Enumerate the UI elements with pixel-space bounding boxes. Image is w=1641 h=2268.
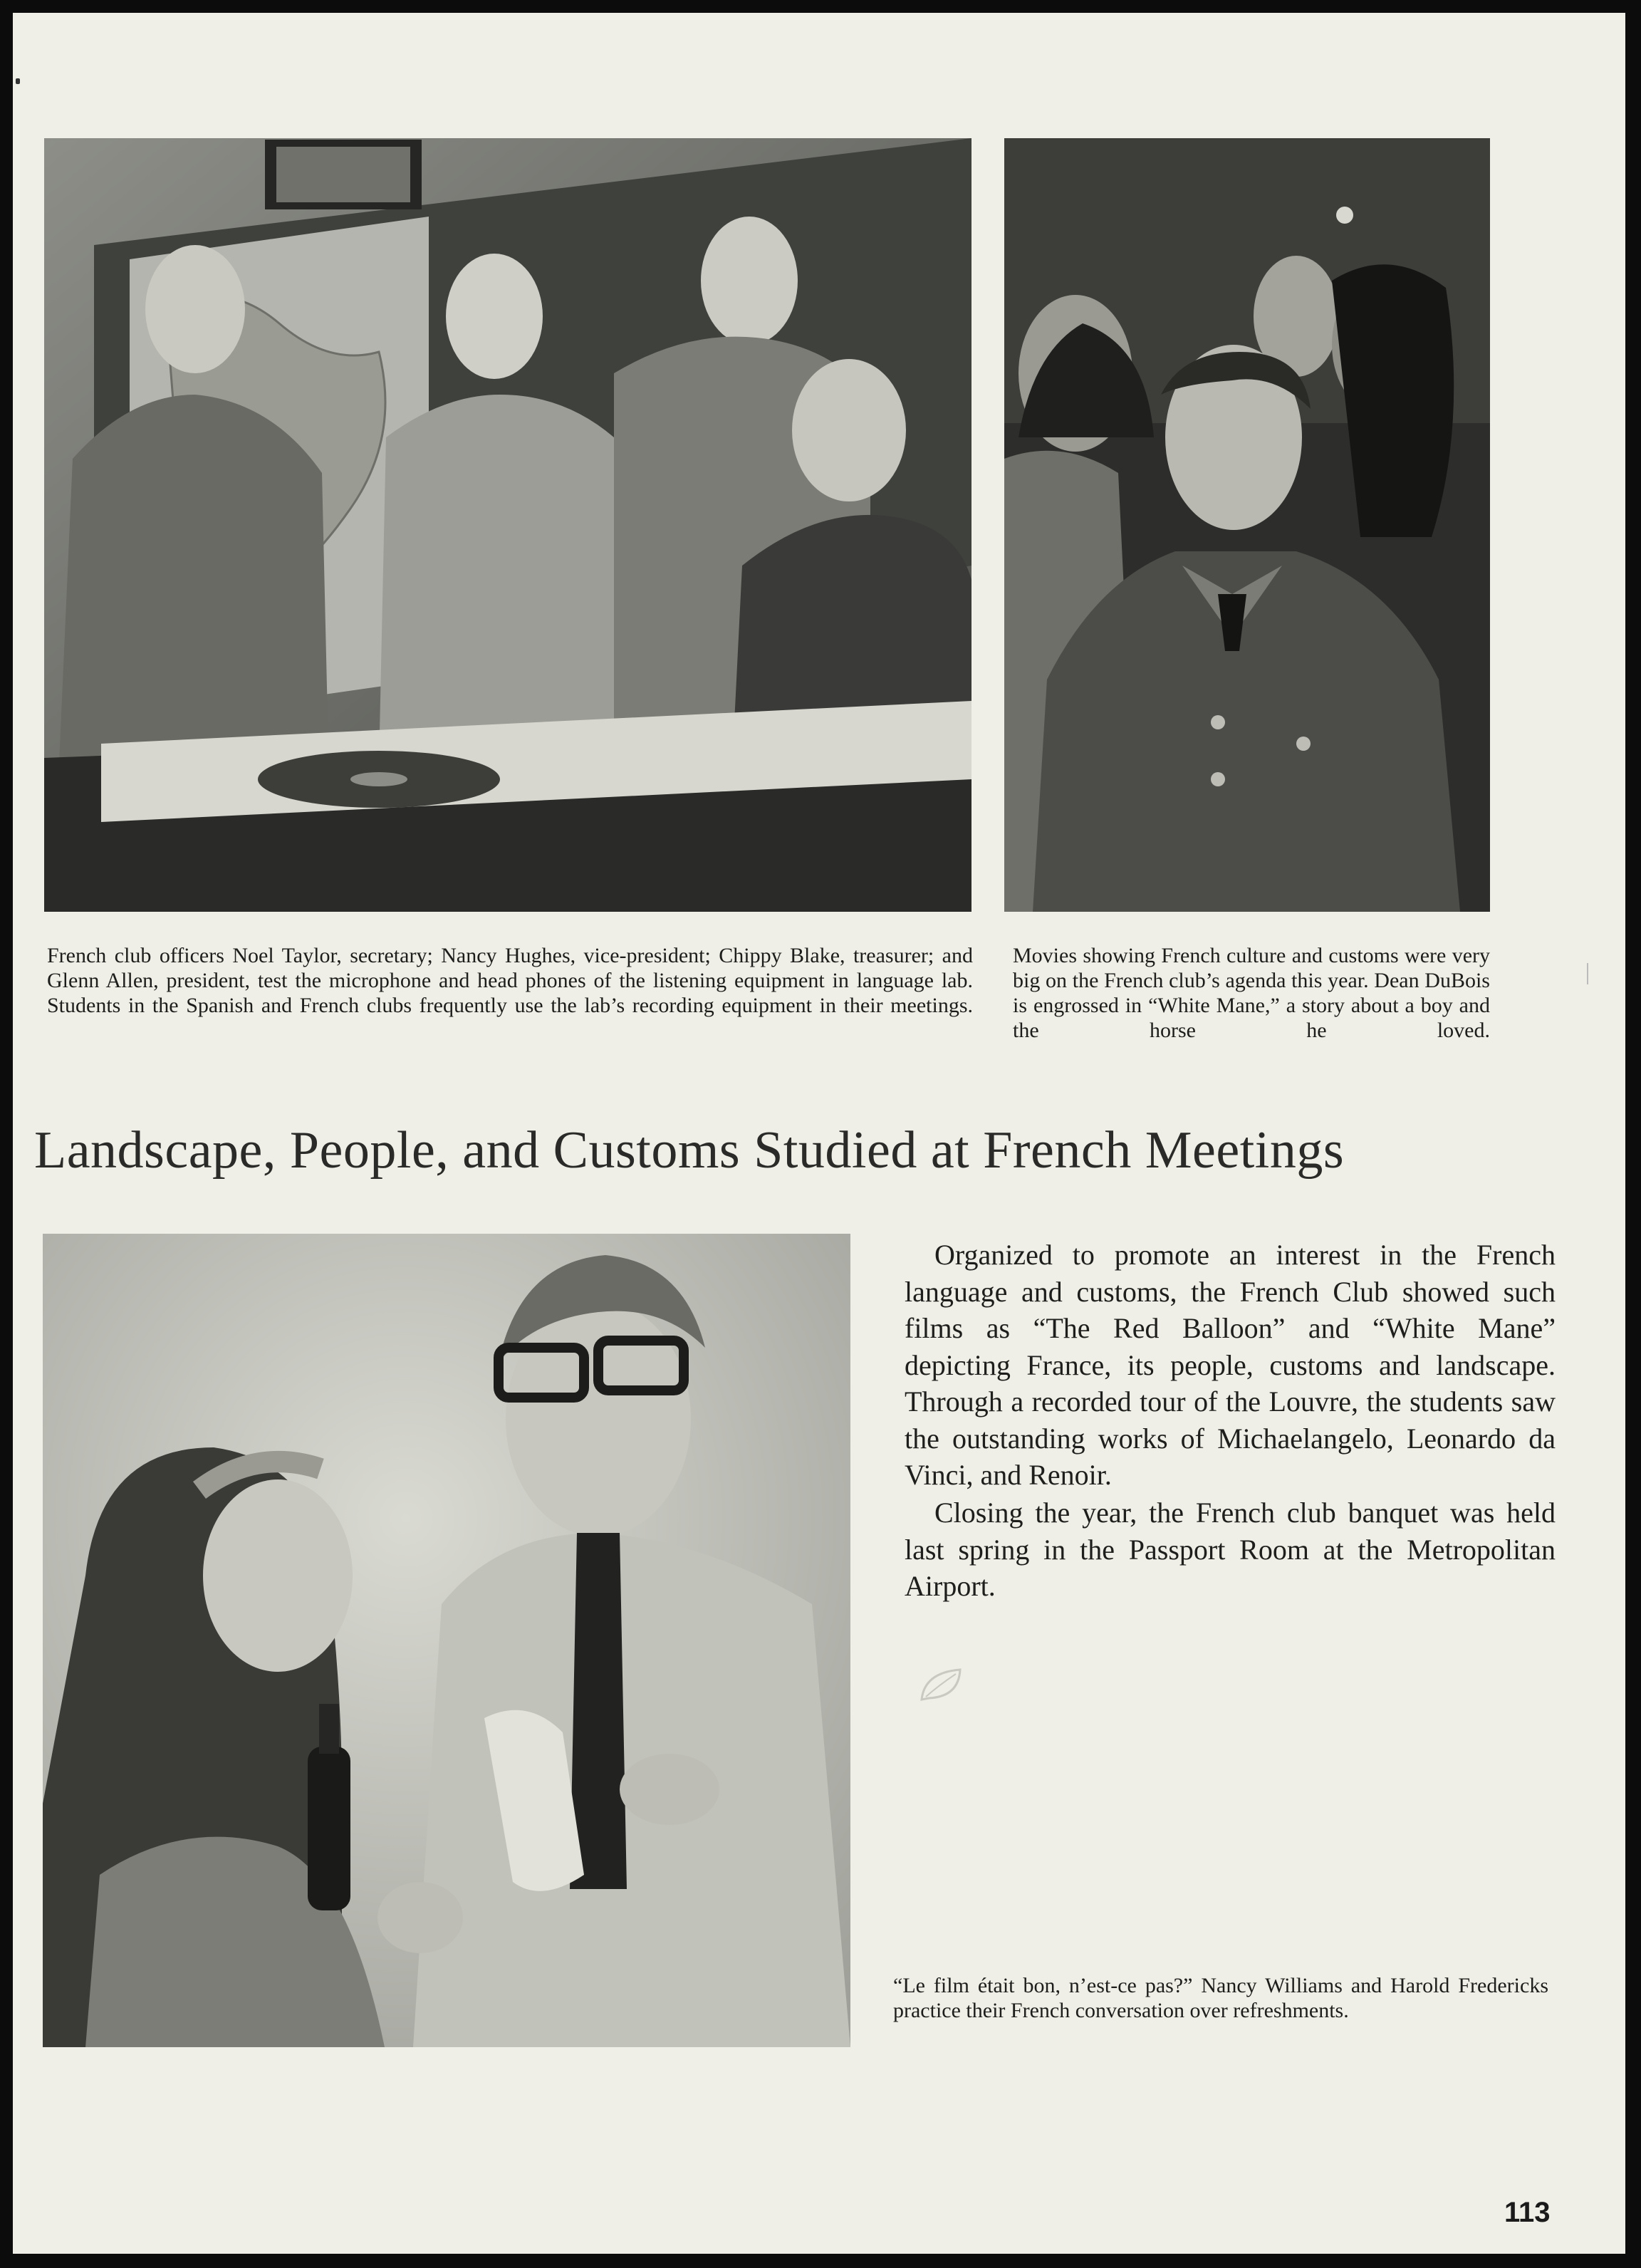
body-paragraph-1: Organized to promote an interest in the French language and customs, the French Club showed such films as “The Red Balloon” and “White Mane” depicting France, its people, customs and landscape. Through a recorded tour of the Louvre, the students saw the outstanding works of Michaelangelo, Leonardo da Vinci, and Renoir. bbox=[905, 1239, 1556, 1491]
page-headline: Landscape, People, and Customs Studied at French Meetings bbox=[34, 1121, 1345, 1180]
margin-tick bbox=[1587, 963, 1588, 984]
leaf-icon bbox=[917, 1665, 964, 1705]
photo-movie-viewing bbox=[1004, 138, 1490, 912]
photo-refreshments bbox=[43, 1234, 850, 2047]
yearbook-page bbox=[13, 13, 1625, 2254]
print-speck bbox=[16, 78, 20, 84]
caption-language-lab: French club officers Noel Taylor, secretary; Nancy Hughes, vice-president; Chippy Blake, treasurer; and Glenn Allen, president, test the microphone and head phones of the listening equipment in language lab. Students in the Spanish and French clubs frequently use the lab’s recording equipment in their meetings. bbox=[47, 944, 973, 1017]
caption-refreshments: “Le film était bon, n’est-ce pas?” Nancy Williams and Harold Fredericks practice their French conversation over refreshments. bbox=[893, 1974, 1548, 2022]
caption-movie-viewing: Movies showing French culture and customs were very big on the French club’s agenda this year. Dean DuBois is engrossed in “White Mane,” a story about a boy and the horse he loved. bbox=[1013, 944, 1490, 1042]
page-number: 113 bbox=[1504, 2197, 1551, 2228]
body-paragraph-2: Closing the year, the French club banquet was held last spring in the Passport Room at the Metropolitan Airport. bbox=[905, 1497, 1556, 1602]
photo-language-lab bbox=[44, 138, 971, 912]
